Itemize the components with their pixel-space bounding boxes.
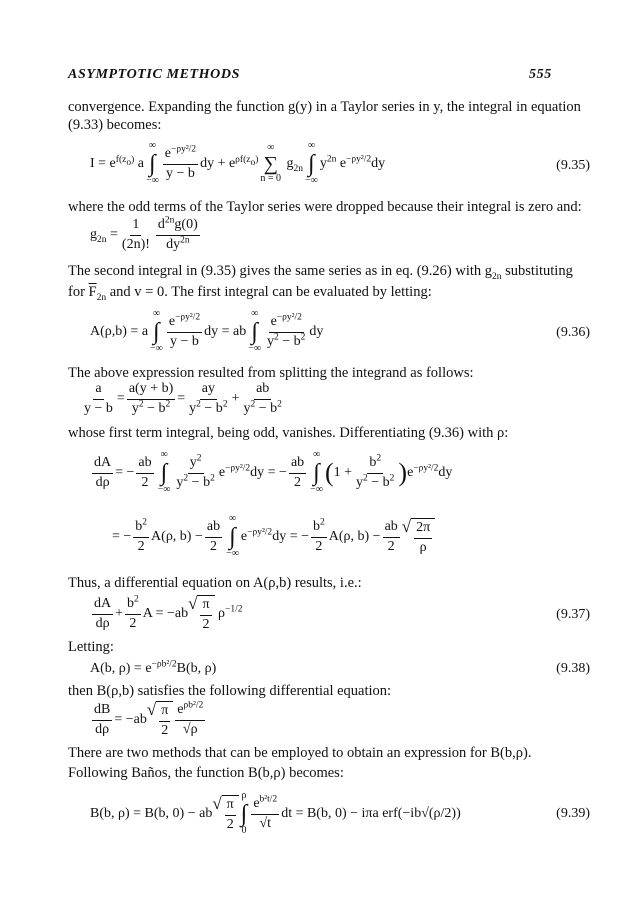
- paragraph-line: (9.33) becomes:: [68, 117, 162, 133]
- paragraph-line: where the odd terms of the Taylor series were dropped because their integral is zero and:: [68, 199, 582, 215]
- equation-9-36: A(ρ,b) = a ∞ ∫ −∞ $\frac{e^{-\rho y^2/2}}{y - b}$ dy = ab ∞ ∫ −∞ $\frac{e^{-\rho y^2/2}}{y^2 - b^2}$ dy: [90, 308, 324, 354]
- equation-splitting: $\frac{a}{y - b}$ = $\frac{a(y + b)}{y^2 - b^2}$ = $\frac{ay}{y^2 - b^2}$ + $\frac{ab}{y^2 - b^2}$: [84, 381, 282, 416]
- paragraph-line: The above expression resulted from splitting the integrand as follows:: [68, 365, 474, 381]
- equation-derivative-line1: $\frac{dA}{d\rho}$ = − $\frac{ab}{2}$ ∞ ∫ −∞ $\frac{y^2}{y^2 - b^2}$ $e^{-\rho y^2/2}dy$ = − $\frac{ab}{2}$ ∞ ∫ −∞ ( 1 + $\frac{b^2}{y^2 - b^2}$ ) $e^{-\rho y^2/2}dy$: [94, 449, 453, 495]
- paragraph-line: convergence. Expanding the function g(y) in a Taylor series in y, the integral in equation: [68, 99, 581, 115]
- equation-number: (9.35): [556, 158, 590, 173]
- running-title: ASYMPTOTIC METHODS: [68, 67, 240, 82]
- paragraph-line: then B(ρ,b) satisfies the following differential equation:: [68, 683, 392, 699]
- paragraph-line: for $\overline{F}_{2n}$ and v = 0. The first integral can be evaluated by letting:: [68, 284, 432, 303]
- paragraph-line: whose first term integral, being odd, vanishes. Differentiating (9.36) with ρ:: [68, 425, 509, 441]
- equation-g2n: $g_{2n}$ = $\frac{1}{(2n)!}$ $\frac{d^{2n}g(0)}{dy^{2n}}$: [90, 215, 198, 252]
- equation-number: (9.38): [556, 661, 590, 676]
- equation-9-38: A(b, $\rho) = e^{-\rho b^2/2}B(b$, ρ): [90, 659, 217, 676]
- paragraph-line: Thus, a differential equation on A(ρ,b) results, i.e.:: [68, 575, 362, 591]
- paragraph-line: The second integral in (9.35) gives the same series as in eq. (9.26) with $g_{2n}$ substituting: [68, 263, 573, 282]
- equation-dB: $\frac{dB}{d\rho}$ = −ab √ $\frac{\pi}{2}$ $\frac{e^{\rho b^2/2}}{√\rho}$: [94, 700, 204, 738]
- paragraph-line: Following Baños, the function B(b,ρ) becomes:: [68, 765, 344, 781]
- equation-9-35: $I = e^{f(z_o)}$ a ∞ ∫ −∞ $\frac{e^{-\rho y^2/2}}{y - b}$ dy + $e^{\rho f(z_o)}$ ∞ ∑ n = 0 $g_{2n}$ ∞ ∫ −∞ $y^{2n}$ $e^{-\rho y^2/2}dy$: [90, 140, 386, 186]
- equation-9-37: $\frac{dA}{d\rho}$ + $\frac{b^2}{2}$ A = −ab √ $\frac{\pi}{2}$ $\rho^{-1/2}$: [94, 594, 243, 632]
- equation-9-39: B(b, ρ) = B(b, 0) − ab √ $\frac{\pi}{2}$ ρ ∫ 0 $\frac{e^{b^2t/2}}{√t}$ dt = B(b, 0) − iπa erf(−ib√(ρ/2)): [90, 790, 461, 836]
- paragraph-line: There are two methods that can be employed to obtain an expression for B(b,ρ).: [68, 745, 532, 761]
- paragraph-line: Letting:: [68, 639, 114, 655]
- page-number: 555: [529, 67, 552, 82]
- equation-number: (9.39): [556, 806, 590, 821]
- equation-number: (9.36): [556, 325, 590, 340]
- equation-derivative-line2: = − $\frac{b^2}{2}$ A(ρ, b) − $\frac{ab}{2}$ ∞ ∫ −∞ $e^{-\rho y^2/2}dy$ = − $\frac{b^2}{2}$ A(ρ, b) − $\frac{ab}{2}$ √ $\frac{2\pi}{\rho}$: [112, 508, 435, 566]
- equation-number: (9.37): [556, 607, 590, 622]
